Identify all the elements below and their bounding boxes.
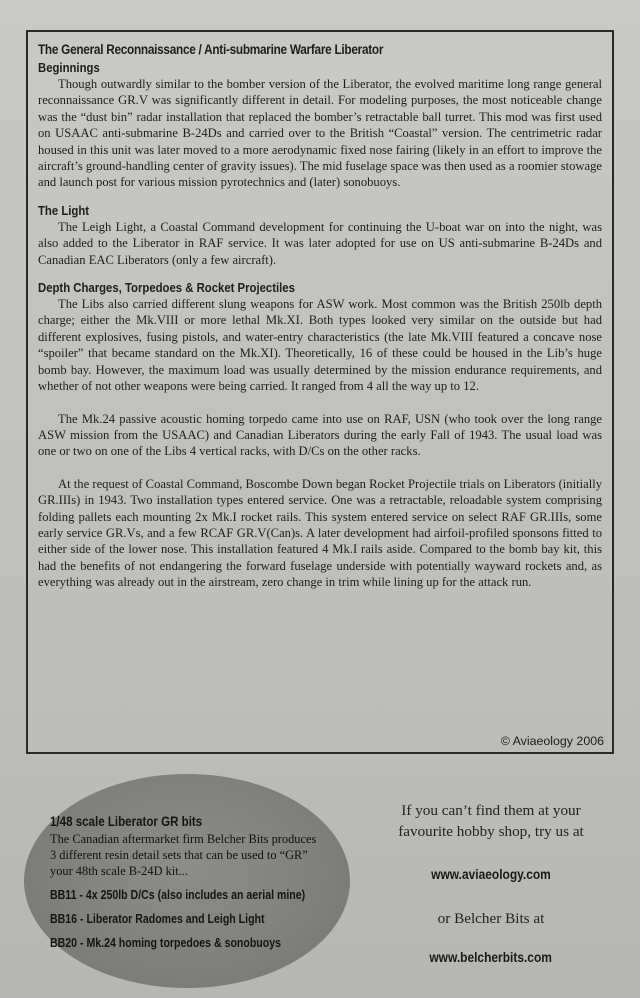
belcherbits-url[interactable]: www.belcherbits.com <box>429 950 553 965</box>
contact-line-2: favourite hobby shop, try us at <box>398 823 584 840</box>
section-heading-beginnings: Beginnings <box>38 60 100 75</box>
kit-item-bb20: BB20 - Mk.24 homing torpedoes & sonobuoys <box>50 936 281 950</box>
aviaeology-url[interactable]: www.aviaeology.com <box>431 867 551 882</box>
article-box <box>26 30 614 754</box>
section-heading-weapons: Depth Charges, Torpedoes & Rocket Projectiles <box>38 280 295 296</box>
paragraph-depth-charges: The Libs also carried different slung weapons for ASW work. Most common was the British 250lb depth charge; either the Mk.VIII or more lethal Mk.XI. Both types looked very similar on the outside but had different explosives, fusing pistols, and water-entry characteristics (the late Mk.VIII featured a concave nose “spoiler” that became standard on the Mk.XI). Theoretically, 16 of these could be housed in the Lib’s huge bomb bay. However, the maximum load was usually determined by the mission endurance requirements, and whether of not other weapons were being carried. It ranged from 4 all the way up to 12. <box>38 297 602 394</box>
promo-content <box>50 814 340 955</box>
promo-text: The Canadian aftermarket firm Belcher Bits produces 3 different resin detail sets that can be used to “GR” your 48th scale B-24D kit... <box>50 832 317 878</box>
kit-item-bb16: BB16 - Liberator Radomes and Leigh Light <box>50 912 265 926</box>
paragraph-torpedo: The Mk.24 passive acoustic homing torpedo came into use on RAF, USN (who took over the long range ASW mission from the USAAC) and Canadian Liberators during the early Fall of 1943. The usual load was one or two on one of the Libs 4 vertical racks, with D/Cs on the other racks. <box>38 411 602 459</box>
article-title: The General Reconnaissance / Anti-submarine Warfare Liberator <box>38 42 384 57</box>
section-heading-the-light: The Light <box>38 202 90 218</box>
paragraph-beginnings: Though outwardly similar to the bomber version of the Liberator, the evolved maritime long range general reconnaissance GR.V was significantly different in detail. For modeling purposes, the most noticeable change was the “dust bin” radar installation that replaced the bomber’s retractable ball turret. This mod was first used on USAAC anti-submarine B-24Ds and carried over to the British “Coastal” version. The centrimetric radar housed in this unit was later moved to a more aerodynamic fixed nose fairing (likely in an effort to improve the aircraft’s ground-handling center of gravity issues). The mid fuselage space was then used as a roomier stowage and launch post for various mission pyrotechnics and (later) sonobuoys. <box>38 77 602 190</box>
contact-or-text: or Belcher Bits at <box>437 910 545 927</box>
paragraph-the-light: The Leigh Light, a Coastal Command development for continuing the U-boat war on into the night, was also added to the Liberator in RAF service. It was later adopted for use on US anti-submarine B-24Ds and Canadian EAC Liberators (only a few aircraft). <box>38 219 602 267</box>
contact-column <box>346 800 636 967</box>
paragraph-rockets: At the request of Coastal Command, Boscombe Down began Rocket Projectile trials on Liberators (initially GR.IIIs) in 1943. Two installation types entered service. One was a retractable, reloadable system comprising folding pallets each mounting 2x Mk.I rocket rails. This system entered service on select RAF GR.IIIs, some early service GR.Vs, and a few RCAF GR.V(Can)s. A later development had airfoil-profiled sponsons fitted to either side of the lower nose. This installation featured 4 Mk.I rails aside. Compared to the bomb bay kit, this had the benefits of not endangering the forward fuselage underside with potentially wayward rockets and, as everything was already out in the airstream, zero change in trim while lining up for the attack run. <box>38 476 602 590</box>
contact-line-1: If you can’t find them at your <box>401 802 581 819</box>
copyright-notice: © Aviaeology 2006 <box>500 734 604 748</box>
promo-title: 1/48 scale Liberator GR bits <box>50 814 203 829</box>
kit-item-bb11: BB11 - 4x 250lb D/Cs (also includes an aerial mine) <box>50 888 306 902</box>
